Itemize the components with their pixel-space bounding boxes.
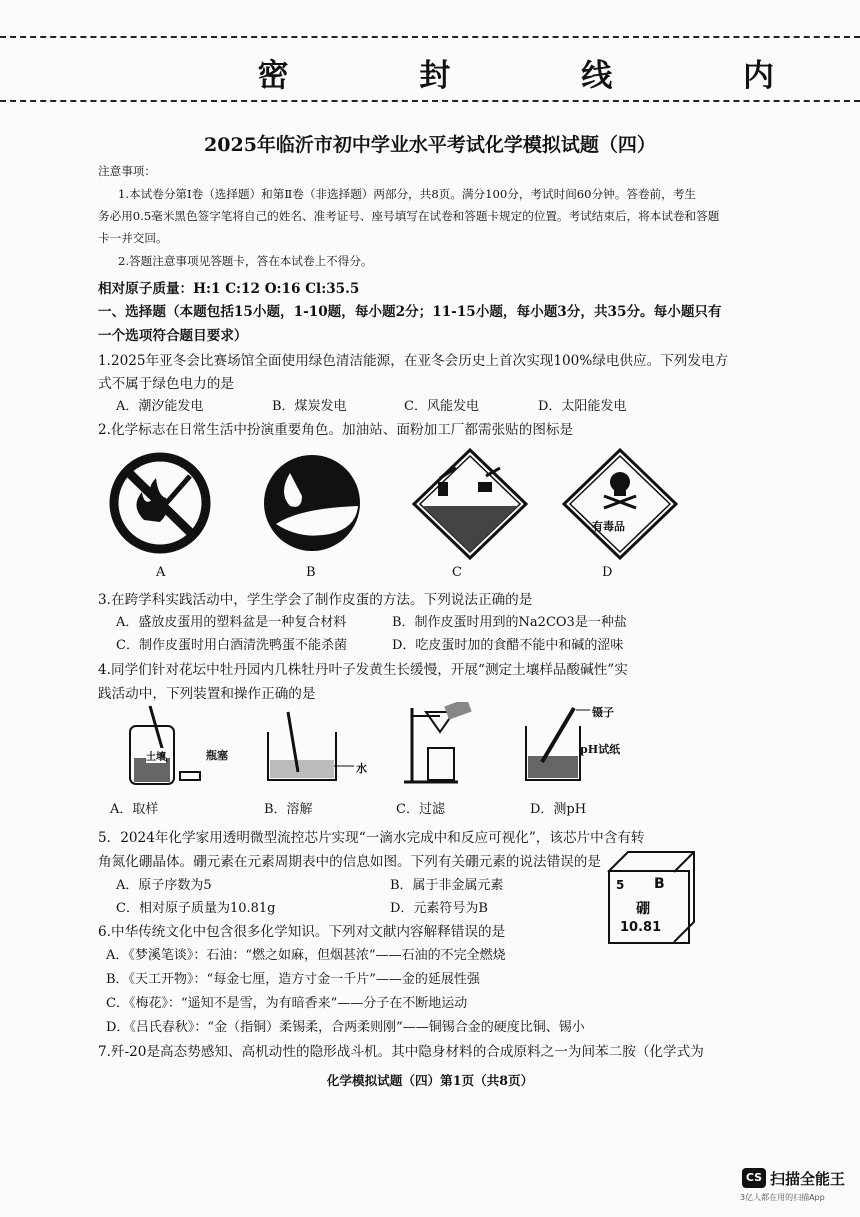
- q2-text: 2.化学标志在日常生活中扮演重要角色。加油站、面粉加工厂都需张贴的图标是: [98, 422, 574, 438]
- notes-item1-line3: 卡一并交回。: [98, 231, 168, 245]
- page-footer: 化学模拟试题（四）第1页（共8页）: [326, 1073, 534, 1088]
- q1-option-a: A．潮汐能发电: [116, 399, 204, 414]
- q5-line1: 5．2024年化学家用透明微型流控芯片实现“一滴水完成中和反应可视化”，该芯片中含有转: [98, 830, 645, 846]
- toxic-label: 有毒品: [592, 520, 625, 533]
- q3-option-d: D．吃皮蛋时加的食醋不能中和碱的涩味: [392, 638, 624, 653]
- q2-signs: [100, 448, 680, 564]
- q2-label-d: D: [602, 565, 613, 580]
- stopper-label: 瓶塞: [206, 749, 228, 762]
- q1-option-c: C．风能发电: [404, 399, 479, 414]
- q2-label-c: C: [452, 565, 462, 580]
- element-name: 硼: [636, 901, 650, 917]
- q2-label-a: A: [156, 565, 166, 580]
- q2-label-b: B: [306, 565, 316, 580]
- seal-dashed-line: [0, 100, 860, 102]
- no-fire-sign-icon: [114, 457, 206, 549]
- q5-line2: 角氮化硼晶体。硼元素在元素周期表中的信息如图。下列有关硼元素的说法错误的是: [98, 854, 601, 870]
- q4-option-d: D．测pH: [530, 802, 587, 817]
- toxic-diamond-sign-icon: [564, 450, 676, 558]
- q1-line2: 式不属于绿色电力的是: [98, 376, 234, 392]
- tweezers-label: 镊子: [592, 706, 614, 719]
- q6-text: 6.中华传统文化中包含很多化学知识。下列对文献内容解释错误的是: [98, 924, 506, 940]
- q4-apparatus: [110, 702, 650, 792]
- notes-heading: 注意事项：: [98, 164, 156, 178]
- seal-line-text: 密 封 线 内: [257, 58, 834, 94]
- top-dashed-line: [0, 36, 860, 38]
- element-info-box: [608, 870, 690, 944]
- q3-option-c: C．制作皮蛋时用白酒清洗鸭蛋不能杀菌: [116, 638, 347, 653]
- corrosive-circle-sign-icon: [264, 455, 360, 551]
- notes-item1-line2: 务必用0.5毫米黑色签字笔将自己的姓名、准考证号、座号填写在试卷和答题卡规定的位置。考试结束后，将本试卷和答题: [98, 209, 720, 223]
- q3-option-a: A．盛放皮蛋用的塑料盆是一种复合材料: [116, 615, 347, 630]
- ph-paper-label: pH试纸: [580, 743, 621, 756]
- q1-option-b: B．煤炭发电: [272, 399, 347, 414]
- q7-text: 7.歼-20是高态势感知、高机动性的隐形战斗机。其中隐身材料的合成原料之一为间苯二胺（化学式为: [98, 1044, 704, 1060]
- q5-option-a: A．原子序数为5: [116, 878, 212, 893]
- q6-option-c: C．《梅花》：“遥知不是雪，为有暗香来”——分子在不断地运动: [106, 996, 468, 1011]
- q5-option-b: B．属于非金属元素: [390, 878, 504, 893]
- q4-line1: 4.同学们针对花坛中牡丹园内几株牡丹叶子发黄生长缓慢，开展“测定土壤样品酸碱性”实: [98, 662, 628, 678]
- scanner-brand: 扫描全能王: [770, 1170, 846, 1188]
- q6-option-a: A．《梦溪笔谈》：石油：“燃之如麻，但烟甚浓”——石油的不完全燃烧: [106, 948, 506, 963]
- q1-line1: 1.2025年亚冬会比赛场馆全面使用绿色清洁能源，在亚冬会历史上首次实现100%绿电供应。下列发电方: [98, 353, 729, 369]
- q4-option-b: B．溶解: [264, 802, 313, 817]
- section1-line1: 一、选择题（本题包括15小题，1-10题，每小题2分；11-15小题，每小题3分，共35分。每小题只有: [98, 304, 722, 320]
- q6-option-d: D．《吕氏春秋》：“金（指铜）柔锡柔，合两柔则刚”——铜锡合金的硬度比铜、锡小: [106, 1020, 585, 1035]
- q4-option-a: A．取样: [110, 802, 159, 817]
- element-number: 5: [616, 878, 625, 892]
- element-symbol: B: [654, 876, 665, 892]
- notes-item1-line1: 1.本试卷分第Ⅰ卷（选择题）和第Ⅱ卷（非选择题）两部分，共8页。满分100分，考试时间60分钟。答卷前，考生: [118, 187, 696, 201]
- page-title: 2025年临沂市初中学业水平考试化学模拟试题（四）: [204, 134, 656, 156]
- water-label: 水: [356, 762, 367, 775]
- q5-option-d: D．元素符号为B: [390, 901, 488, 916]
- section1-line2: 一个选项符合题目要求）: [98, 328, 248, 344]
- soil-label: 土壤: [146, 748, 166, 763]
- atomic-mass: 相对原子质量：H:1 C:12 O:16 Cl:35.5: [98, 281, 360, 297]
- beaker-dissolve-icon: [268, 712, 354, 780]
- corrosive-diamond-sign-icon: [414, 450, 526, 558]
- q3-text: 3.在跨学科实践活动中，学生学会了制作皮蛋的方法。下列说法正确的是: [98, 592, 533, 608]
- notes-item2: 2.答题注意事项见答题卡，答在本试卷上不得分。: [118, 254, 373, 268]
- q3-option-b: B．制作皮蛋时用到的Na2CO3是一种盐: [392, 615, 627, 630]
- q4-line2: 践活动中，下列装置和操作正确的是: [98, 686, 316, 702]
- sampling-jar-icon: [130, 706, 200, 784]
- filtration-stand-icon: [404, 702, 472, 782]
- q6-option-b: B．《天工开物》：“每金七厘，造方寸金一千片”——金的延展性强: [106, 972, 480, 987]
- q4-option-c: C．过滤: [396, 802, 445, 817]
- scanner-logo-icon: CS: [742, 1168, 766, 1188]
- element-mass: 10.81: [620, 920, 662, 935]
- q1-option-d: D．太阳能发电: [538, 399, 627, 414]
- q5-option-c: C．相对原子质量为10.81g: [116, 901, 276, 916]
- scanner-slogan: 3亿人都在用的扫描App: [740, 1193, 825, 1202]
